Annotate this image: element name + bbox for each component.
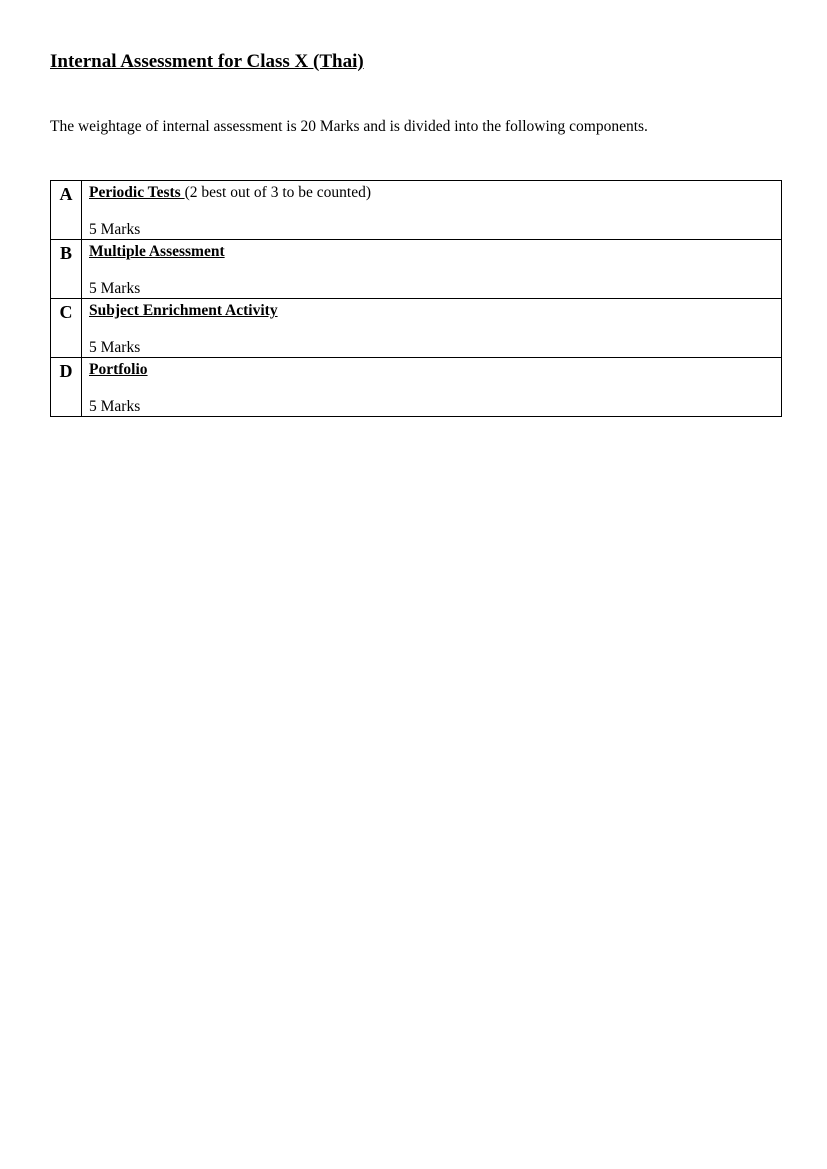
intro-paragraph: The weightage of internal assessment is 20 Marks and is divided into the following components.: [50, 118, 648, 135]
component-name: Portfolio: [89, 361, 148, 378]
component-cell: [82, 358, 782, 417]
component-name: Periodic Tests: [89, 184, 185, 201]
component-letter: B: [51, 240, 82, 299]
table-row: [51, 358, 782, 417]
component-note: (2 best out of 3 to be counted): [184, 184, 371, 201]
assessment-components-table: [50, 180, 782, 417]
component-marks: 5 Marks: [89, 339, 141, 356]
component-marks: 5 Marks: [89, 221, 141, 238]
table-row: [51, 240, 782, 299]
page-title: Internal Assessment for Class X (Thai): [50, 51, 364, 72]
component-name: Subject Enrichment Activity: [89, 302, 278, 319]
component-marks: 5 Marks: [89, 280, 141, 297]
component-letter: D: [51, 358, 82, 417]
component-name: Multiple Assessment: [89, 243, 225, 260]
component-letter: A: [51, 181, 82, 240]
component-cell: [82, 299, 782, 358]
component-letter: C: [51, 299, 82, 358]
component-cell: [82, 240, 782, 299]
component-marks: 5 Marks: [89, 398, 141, 415]
component-cell: [82, 181, 782, 240]
table-row: [51, 181, 782, 240]
table-row: [51, 299, 782, 358]
